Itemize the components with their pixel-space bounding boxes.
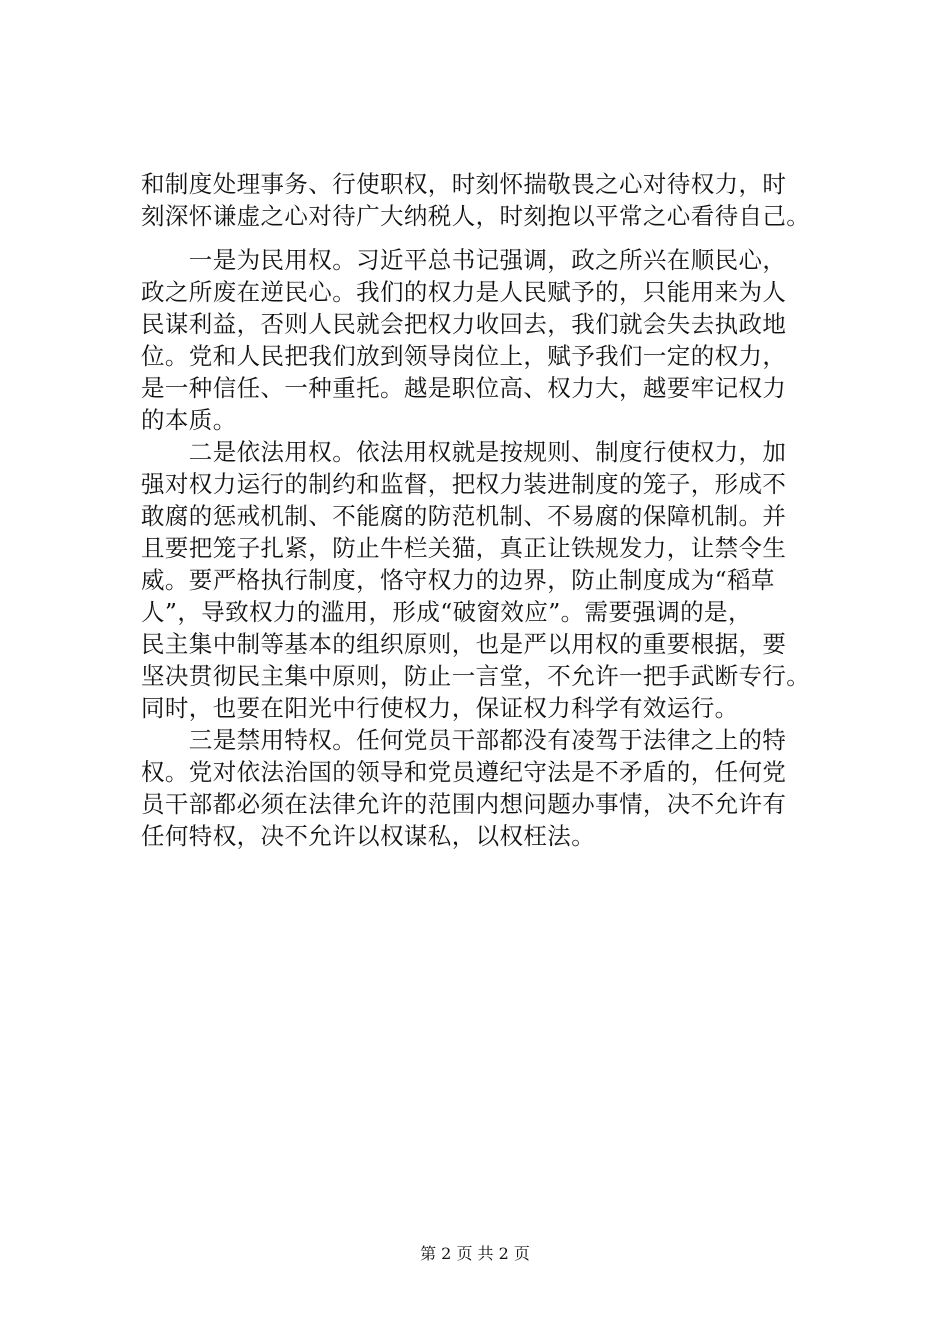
text-line: 刻深怀谦虚之心对待广大纳税人，时刻抱以平常之心看待自己。 xyxy=(141,202,811,230)
page-footer xyxy=(0,1243,950,1265)
text-line: 政之所废在逆民心。我们的权力是人民赋予的，只能用来为人 xyxy=(141,278,787,306)
text-line: 人”，导致权力的滥用，形成“破窗效应”。需要强调的是， xyxy=(141,598,752,626)
paragraph-use-power-by-law xyxy=(141,436,861,724)
paragraph-use-power-for-people xyxy=(141,244,861,436)
text-line: 一是为民用权。习近平总书记强调，政之所兴在顺民心， xyxy=(141,246,787,274)
text-line: 且要把笼子扎紧，防止牛栏关猫，真正让铁规发力，让禁令生 xyxy=(141,534,787,562)
text-line: 同时，也要在阳光中行使权力，保证权力科学有效运行。 xyxy=(141,694,739,722)
text-line: 员干部都必须在法律允许的范围内想问题办事情，决不允许有 xyxy=(141,790,787,818)
paragraph-continuation xyxy=(141,168,861,232)
text-line: 位。党和人民把我们放到领导岗位上，赋予我们一定的权力， xyxy=(141,342,787,370)
text-line: 是一种信任、一种重托。越是职位高、权力大，越要牢记权力 xyxy=(141,374,787,402)
text-line: 民谋利益，否则人民就会把权力收回去，我们就会失去执政地 xyxy=(141,310,787,338)
text-line: 二是依法用权。依法用权就是按规则、制度行使权力，加 xyxy=(141,438,787,466)
text-line: 的本质。 xyxy=(141,406,237,434)
text-line: 敢腐的惩戒机制、不能腐的防范机制、不易腐的保障机制。并 xyxy=(141,502,787,530)
text-line: 三是禁用特权。任何党员干部都没有凌驾于法律之上的特 xyxy=(141,726,787,754)
paragraph-gap xyxy=(141,232,861,244)
text-line: 强对权力运行的制约和监督，把权力装进制度的笼子，形成不 xyxy=(141,470,787,498)
document-body xyxy=(141,168,861,852)
text-line: 民主集中制等基本的组织原则，也是严以用权的重要根据，要 xyxy=(141,630,787,658)
paragraph-ban-privilege xyxy=(141,724,861,852)
text-line: 和制度处理事务、行使职权，时刻怀揣敬畏之心对待权力，时 xyxy=(141,170,787,198)
text-line: 威。要严格执行制度，恪守权力的边界，防止制度成为“稻草 xyxy=(141,566,775,594)
text-line: 坚决贯彻民主集中原则，防止一言堂，不允许一把手武断专行。 xyxy=(141,662,811,690)
page-number-label: 第 2 页 共 2 页 xyxy=(420,1244,530,1263)
text-line: 任何特权，决不允许以权谋私，以权枉法。 xyxy=(141,822,596,850)
text-line: 权。党对依法治国的领导和党员遵纪守法是不矛盾的，任何党 xyxy=(141,758,787,786)
